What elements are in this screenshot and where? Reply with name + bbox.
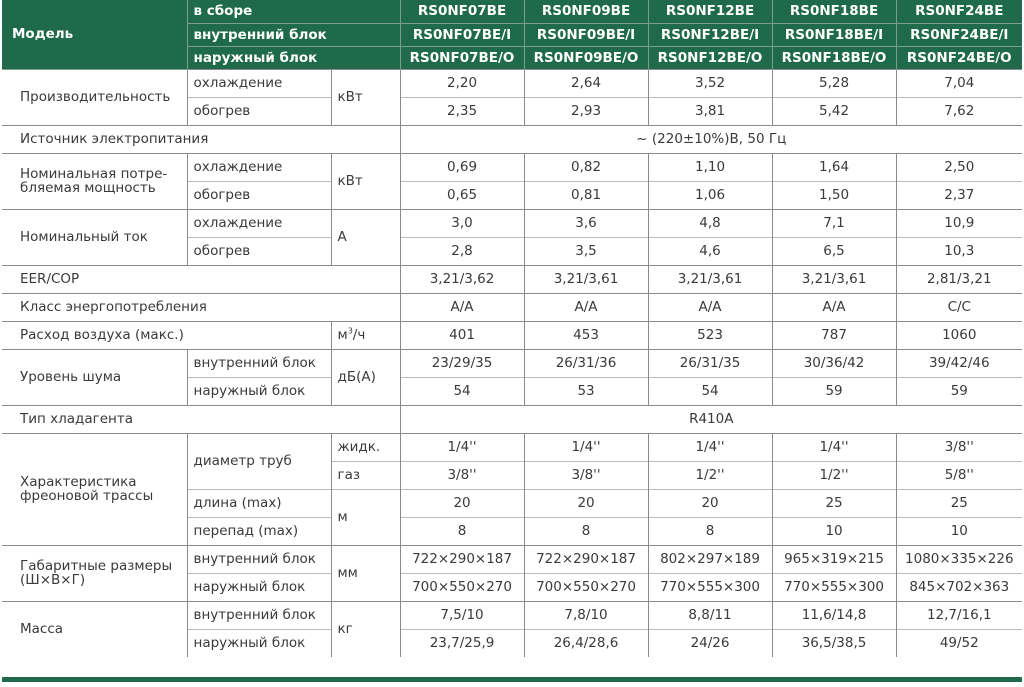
header-value: RS0NF24BE/I — [896, 23, 1022, 46]
row-label-capacity: Производительность — [2, 69, 187, 125]
table-row — [2, 153, 1022, 181]
cell-value: 24/26 — [648, 629, 772, 657]
cell-value: 26/31/35 — [648, 349, 772, 377]
header-value: RS0NF12BE/I — [648, 23, 772, 46]
cell-value: 770×555×300 — [648, 573, 772, 601]
sub-label: охлаждение — [187, 209, 331, 237]
cell-value: 3,21/3,61 — [524, 265, 648, 293]
cell-value: 7,1 — [772, 209, 896, 237]
cell-value: 8,8/11 — [648, 601, 772, 629]
cell-value: A/A — [400, 293, 524, 321]
cell-value: 3,21/3,61 — [648, 265, 772, 293]
sub-label: внутренний блок — [187, 545, 331, 573]
cell-value: 7,8/10 — [524, 601, 648, 629]
sub-label: длина (max) — [187, 489, 331, 517]
cell-value: 53 — [524, 377, 648, 405]
header-value: RS0NF09BE/I — [524, 23, 648, 46]
cell-value: 3,21/3,61 — [772, 265, 896, 293]
sub-label: диаметр труб — [187, 433, 331, 489]
cell-value: 7,5/10 — [400, 601, 524, 629]
cell-value: 1,10 — [648, 153, 772, 181]
sub-label: жидк. — [331, 433, 400, 461]
cell-value: 0,81 — [524, 181, 648, 209]
table-row — [2, 209, 1022, 237]
sub-label: внутренний блок — [187, 349, 331, 377]
cell-value: 2,50 — [896, 153, 1022, 181]
cell-value: C/C — [896, 293, 1022, 321]
sub-label: наружный блок — [187, 629, 331, 657]
cell-value: 2,8 — [400, 237, 524, 265]
cell-value: 4,8 — [648, 209, 772, 237]
sub-label: перепад (max) — [187, 517, 331, 545]
model-header: Модель — [2, 0, 187, 69]
cell-value: 1/2'' — [772, 461, 896, 489]
header-value: RS0NF09BE/O — [524, 46, 648, 69]
unit-label: кг — [331, 601, 400, 657]
cell-value: 3,21/3,62 — [400, 265, 524, 293]
spec-table — [2, 0, 1022, 657]
row-label-piping: Характеристика фреоновой трассы — [2, 433, 187, 545]
cell-value: 0,65 — [400, 181, 524, 209]
table-row — [2, 125, 1022, 153]
cell-value: 8 — [524, 517, 648, 545]
cell-value: 10,9 — [896, 209, 1022, 237]
header-value: RS0NF18BE/O — [772, 46, 896, 69]
cell-value: 3,6 — [524, 209, 648, 237]
cell-value: 722×290×187 — [524, 545, 648, 573]
cell-value: 4,6 — [648, 237, 772, 265]
table-row — [2, 293, 1022, 321]
cell-value: 25 — [896, 489, 1022, 517]
table-row — [2, 321, 1022, 349]
power-source-value: ~ (220±10%)В, 50 Гц — [400, 125, 1022, 153]
unit-label: дБ(А) — [331, 349, 400, 405]
table-row — [2, 265, 1022, 293]
unit-label: мм — [331, 545, 400, 601]
cell-value: 3/8'' — [524, 461, 648, 489]
header-assembly-label: в сборе — [187, 0, 400, 23]
row-label-mass: Масса — [2, 601, 187, 657]
row-label-eer: EER/COP — [2, 265, 400, 293]
sub-label: наружный блок — [187, 573, 331, 601]
cell-value: 401 — [400, 321, 524, 349]
cell-value: 2,64 — [524, 69, 648, 97]
sub-label: газ — [331, 461, 400, 489]
cell-value: 2,81/3,21 — [896, 265, 1022, 293]
cell-value: 25 — [772, 489, 896, 517]
cell-value: 3/8'' — [896, 433, 1022, 461]
unit-label: кВт — [331, 69, 400, 125]
cell-value: 20 — [524, 489, 648, 517]
cell-value: 2,35 — [400, 97, 524, 125]
cell-value: 8 — [648, 517, 772, 545]
row-label-energy-class: Класс энергопотребления — [2, 293, 400, 321]
sub-label: обогрев — [187, 181, 331, 209]
row-label-noise: Уровень шума — [2, 349, 187, 405]
cell-value: 49/52 — [896, 629, 1022, 657]
cell-value: 23,7/25,9 — [400, 629, 524, 657]
cell-value: 845×702×363 — [896, 573, 1022, 601]
header-value: RS0NF18BE/I — [772, 23, 896, 46]
header-value: RS0NF18BE — [772, 0, 896, 23]
cell-value: 1,06 — [648, 181, 772, 209]
cell-value: 770×555×300 — [772, 573, 896, 601]
cell-value: 2,37 — [896, 181, 1022, 209]
cell-value: A/A — [772, 293, 896, 321]
cell-value: 1080×335×226 — [896, 545, 1022, 573]
unit-label: кВт — [331, 153, 400, 209]
header-value: RS0NF24BE/O — [896, 46, 1022, 69]
cell-value: 3,52 — [648, 69, 772, 97]
cell-value: 10,3 — [896, 237, 1022, 265]
cell-value: 39/42/46 — [896, 349, 1022, 377]
cell-value: 26,4/28,6 — [524, 629, 648, 657]
cell-value: 54 — [400, 377, 524, 405]
cell-value: 6,5 — [772, 237, 896, 265]
cell-value: 7,04 — [896, 69, 1022, 97]
cell-value: 5,42 — [772, 97, 896, 125]
row-label-power-consumption: Номинальная потре- бляемая мощность — [2, 153, 187, 209]
header-value: RS0NF12BE — [648, 0, 772, 23]
header-indoor-label: внутренний блок — [187, 23, 400, 46]
cell-value: 59 — [772, 377, 896, 405]
sub-label: обогрев — [187, 237, 331, 265]
cell-value: 5/8'' — [896, 461, 1022, 489]
cell-value: 20 — [648, 489, 772, 517]
cell-value: 11,6/14,8 — [772, 601, 896, 629]
cell-value: 0,82 — [524, 153, 648, 181]
table-row — [2, 433, 1022, 461]
cell-value: 12,7/16,1 — [896, 601, 1022, 629]
cell-value: 2,93 — [524, 97, 648, 125]
cell-value: 802×297×189 — [648, 545, 772, 573]
cell-value: 700×550×270 — [400, 573, 524, 601]
cell-value: 1/4'' — [648, 433, 772, 461]
table-row — [2, 349, 1022, 377]
cell-value: 23/29/35 — [400, 349, 524, 377]
header-row-assembly — [2, 0, 1022, 23]
cell-value: 10 — [896, 517, 1022, 545]
cell-value: 0,69 — [400, 153, 524, 181]
bottom-rule — [2, 677, 1022, 682]
cell-value: 453 — [524, 321, 648, 349]
table-row — [2, 69, 1022, 97]
cell-value: 8 — [400, 517, 524, 545]
unit-label: А — [331, 209, 400, 265]
refrigerant-value: R410A — [400, 405, 1022, 433]
cell-value: 700×550×270 — [524, 573, 648, 601]
cell-value: 59 — [896, 377, 1022, 405]
cell-value: 20 — [400, 489, 524, 517]
header-value: RS0NF12BE/O — [648, 46, 772, 69]
cell-value: 36,5/38,5 — [772, 629, 896, 657]
header-value: RS0NF24BE — [896, 0, 1022, 23]
sub-label: внутренний блок — [187, 601, 331, 629]
cell-value: 3,5 — [524, 237, 648, 265]
cell-value: 5,28 — [772, 69, 896, 97]
header-value: RS0NF07BE — [400, 0, 524, 23]
sub-label: охлаждение — [187, 69, 331, 97]
cell-value: 3,81 — [648, 97, 772, 125]
cell-value: 523 — [648, 321, 772, 349]
header-value: RS0NF07BE/I — [400, 23, 524, 46]
unit-label: м — [331, 489, 400, 545]
table-row — [2, 405, 1022, 433]
sub-label: охлаждение — [187, 153, 331, 181]
unit-label: $м^3/ч$ — [331, 321, 400, 349]
cell-value: 3/8'' — [400, 461, 524, 489]
cell-value: 1/2'' — [648, 461, 772, 489]
table-row — [2, 601, 1022, 629]
cell-value: 1/4'' — [772, 433, 896, 461]
cell-value: 722×290×187 — [400, 545, 524, 573]
cell-value: 54 — [648, 377, 772, 405]
sub-label: обогрев — [187, 97, 331, 125]
header-value: RS0NF09BE — [524, 0, 648, 23]
row-label-power-source: Источник электропитания — [2, 125, 400, 153]
cell-value: 1/4'' — [400, 433, 524, 461]
cell-value: 1,50 — [772, 181, 896, 209]
sub-label: наружный блок — [187, 377, 331, 405]
cell-value: A/A — [524, 293, 648, 321]
row-label-dimensions: Габаритные размеры (Ш×В×Г) — [2, 545, 187, 601]
cell-value: 1060 — [896, 321, 1022, 349]
row-label-airflow: Расход воздуха (макс.) — [2, 321, 331, 349]
cell-value: 1/4'' — [524, 433, 648, 461]
cell-value: 965×319×215 — [772, 545, 896, 573]
cell-value: 1,64 — [772, 153, 896, 181]
cell-value: 2,20 — [400, 69, 524, 97]
header-outdoor-label: наружный блок — [187, 46, 400, 69]
table-row — [2, 545, 1022, 573]
cell-value: A/A — [648, 293, 772, 321]
header-value: RS0NF07BE/O — [400, 46, 524, 69]
cell-value: 30/36/42 — [772, 349, 896, 377]
cell-value: 7,62 — [896, 97, 1022, 125]
row-label-refrigerant: Тип хладагента — [2, 405, 400, 433]
cell-value: 787 — [772, 321, 896, 349]
cell-value: 3,0 — [400, 209, 524, 237]
cell-value: 10 — [772, 517, 896, 545]
row-label-current: Номинальный ток — [2, 209, 187, 265]
cell-value: 26/31/36 — [524, 349, 648, 377]
